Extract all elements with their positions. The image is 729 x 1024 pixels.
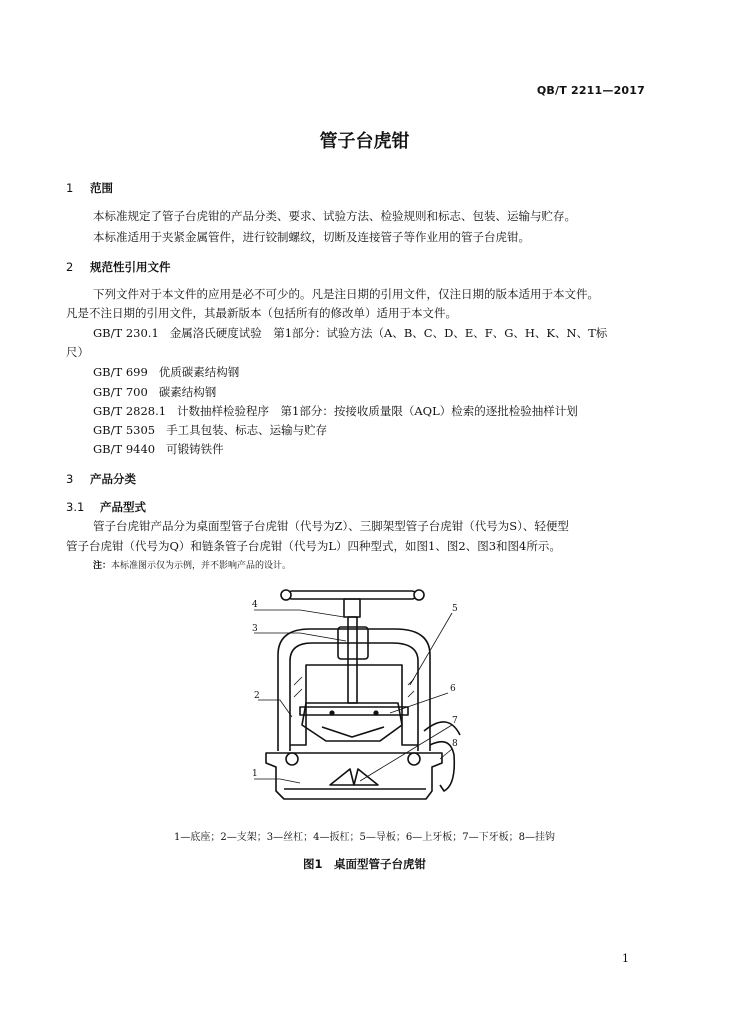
note-label: 注：: [93, 561, 112, 571]
callout-4: 4: [252, 600, 258, 610]
ref-title: 优质碳素结构钢: [158, 365, 240, 379]
screw-top: [344, 599, 360, 617]
figure-caption: 1—底座；2—支架；3—丝杠；4—扳杠；5—导板；6—上牙板；7—下牙板；8—挂钩: [174, 832, 555, 843]
section-title: 产品型式: [100, 500, 146, 514]
section-3-1-para-2: 管子台虎钳（代号为Q）和链条管子台虎钳（代号为L）四种型式，如图1、图2、图3和图4所示。: [66, 539, 561, 553]
ref-code: GB/T 2828.1: [93, 404, 167, 418]
ref-code: GB/T 230.1: [93, 326, 159, 340]
standard-code: QB/T 2211—2017: [536, 84, 645, 97]
ref-continuation: 尺）: [66, 345, 89, 359]
callout-6: 6: [450, 684, 456, 694]
page-number: 1: [622, 952, 629, 965]
section-1-para-1: 本标准规定了管子台虎钳的产品分类、要求、试验方法、检验规则和标志、包装、运输与贮存。: [93, 209, 576, 223]
ref-title: 碳素结构钢: [158, 385, 217, 399]
pipe-vise-figure: [240, 585, 480, 820]
document-title: 管子台虎钳: [319, 131, 410, 152]
figure-title: 图1 桌面型管子台虎钳: [302, 857, 426, 871]
ref-code: GB/T 5305: [93, 423, 156, 437]
section-1-para-2: 本标准适用于夹紧金属管件，进行铰制螺纹，切断及连接管子等作业用的管子台虎钳。: [93, 230, 530, 244]
section-2-heading: [66, 259, 171, 275]
ref-item: [93, 422, 327, 438]
callout-1: 1: [252, 769, 258, 779]
upper-jaw: [302, 703, 402, 741]
ref-title: 可锻铸铁件: [166, 442, 224, 456]
ref-item: [93, 441, 224, 457]
callout-7: 7: [452, 716, 458, 726]
section-1-heading: [66, 180, 113, 196]
ref-title: 手工具包装、标志、运输与贮存: [166, 423, 328, 437]
section-3-1-heading: [66, 499, 146, 515]
callout-5: 5: [452, 604, 458, 614]
section-2-para-1: 下列文件对于本文件的应用是必不可少的。凡是注日期的引用文件，仅注日期的版本适用于本文件。: [93, 287, 599, 301]
screw: [348, 617, 357, 703]
section-number: 3: [66, 472, 74, 486]
callout-8: 8: [452, 739, 458, 749]
ref-item: [93, 325, 607, 341]
section-title: 产品分类: [90, 472, 136, 486]
ref-item: [93, 364, 239, 380]
section-number: 3.1: [66, 500, 85, 514]
ref-item: [93, 384, 216, 400]
ref-code: GB/T 700: [93, 385, 148, 399]
section-number: 2: [66, 260, 74, 274]
ref-code: GB/T 9440: [93, 442, 156, 456]
ref-item: [93, 403, 578, 419]
ref-title: 计数抽样检验程序 第1部分：按接收质量限（AQL）检索的逐批检验抽样计划: [177, 404, 578, 418]
section-2-para-2: 凡是不注日期的引用文件，其最新版本（包括所有的修改单）适用于本文件。: [66, 306, 457, 320]
section-3-heading: [66, 471, 136, 487]
note: [93, 558, 291, 571]
ref-code: GB/T 699: [93, 365, 148, 379]
callout-2: 2: [254, 691, 260, 701]
ref-title: 金属洛氏硬度试验 第1部分：试验方法（A、B、C、D、E、F、G、H、K、N、T标: [169, 326, 608, 340]
note-text: 本标准图示仅为示例，并不影响产品的设计。: [111, 561, 292, 571]
section-number: 1: [66, 181, 74, 195]
handle-bar: [288, 591, 416, 599]
lower-jaw: [330, 769, 378, 785]
callout-3: 3: [252, 624, 258, 634]
section-title: 规范性引用文件: [90, 260, 171, 274]
section-title: 范围: [90, 181, 113, 195]
guide-plate: [300, 707, 408, 715]
section-3-1-para-1: 管子台虎钳产品分为桌面型管子台虎钳（代号为Z）、三脚架型管子台虎钳（代号为S）、轻便型: [93, 519, 569, 533]
